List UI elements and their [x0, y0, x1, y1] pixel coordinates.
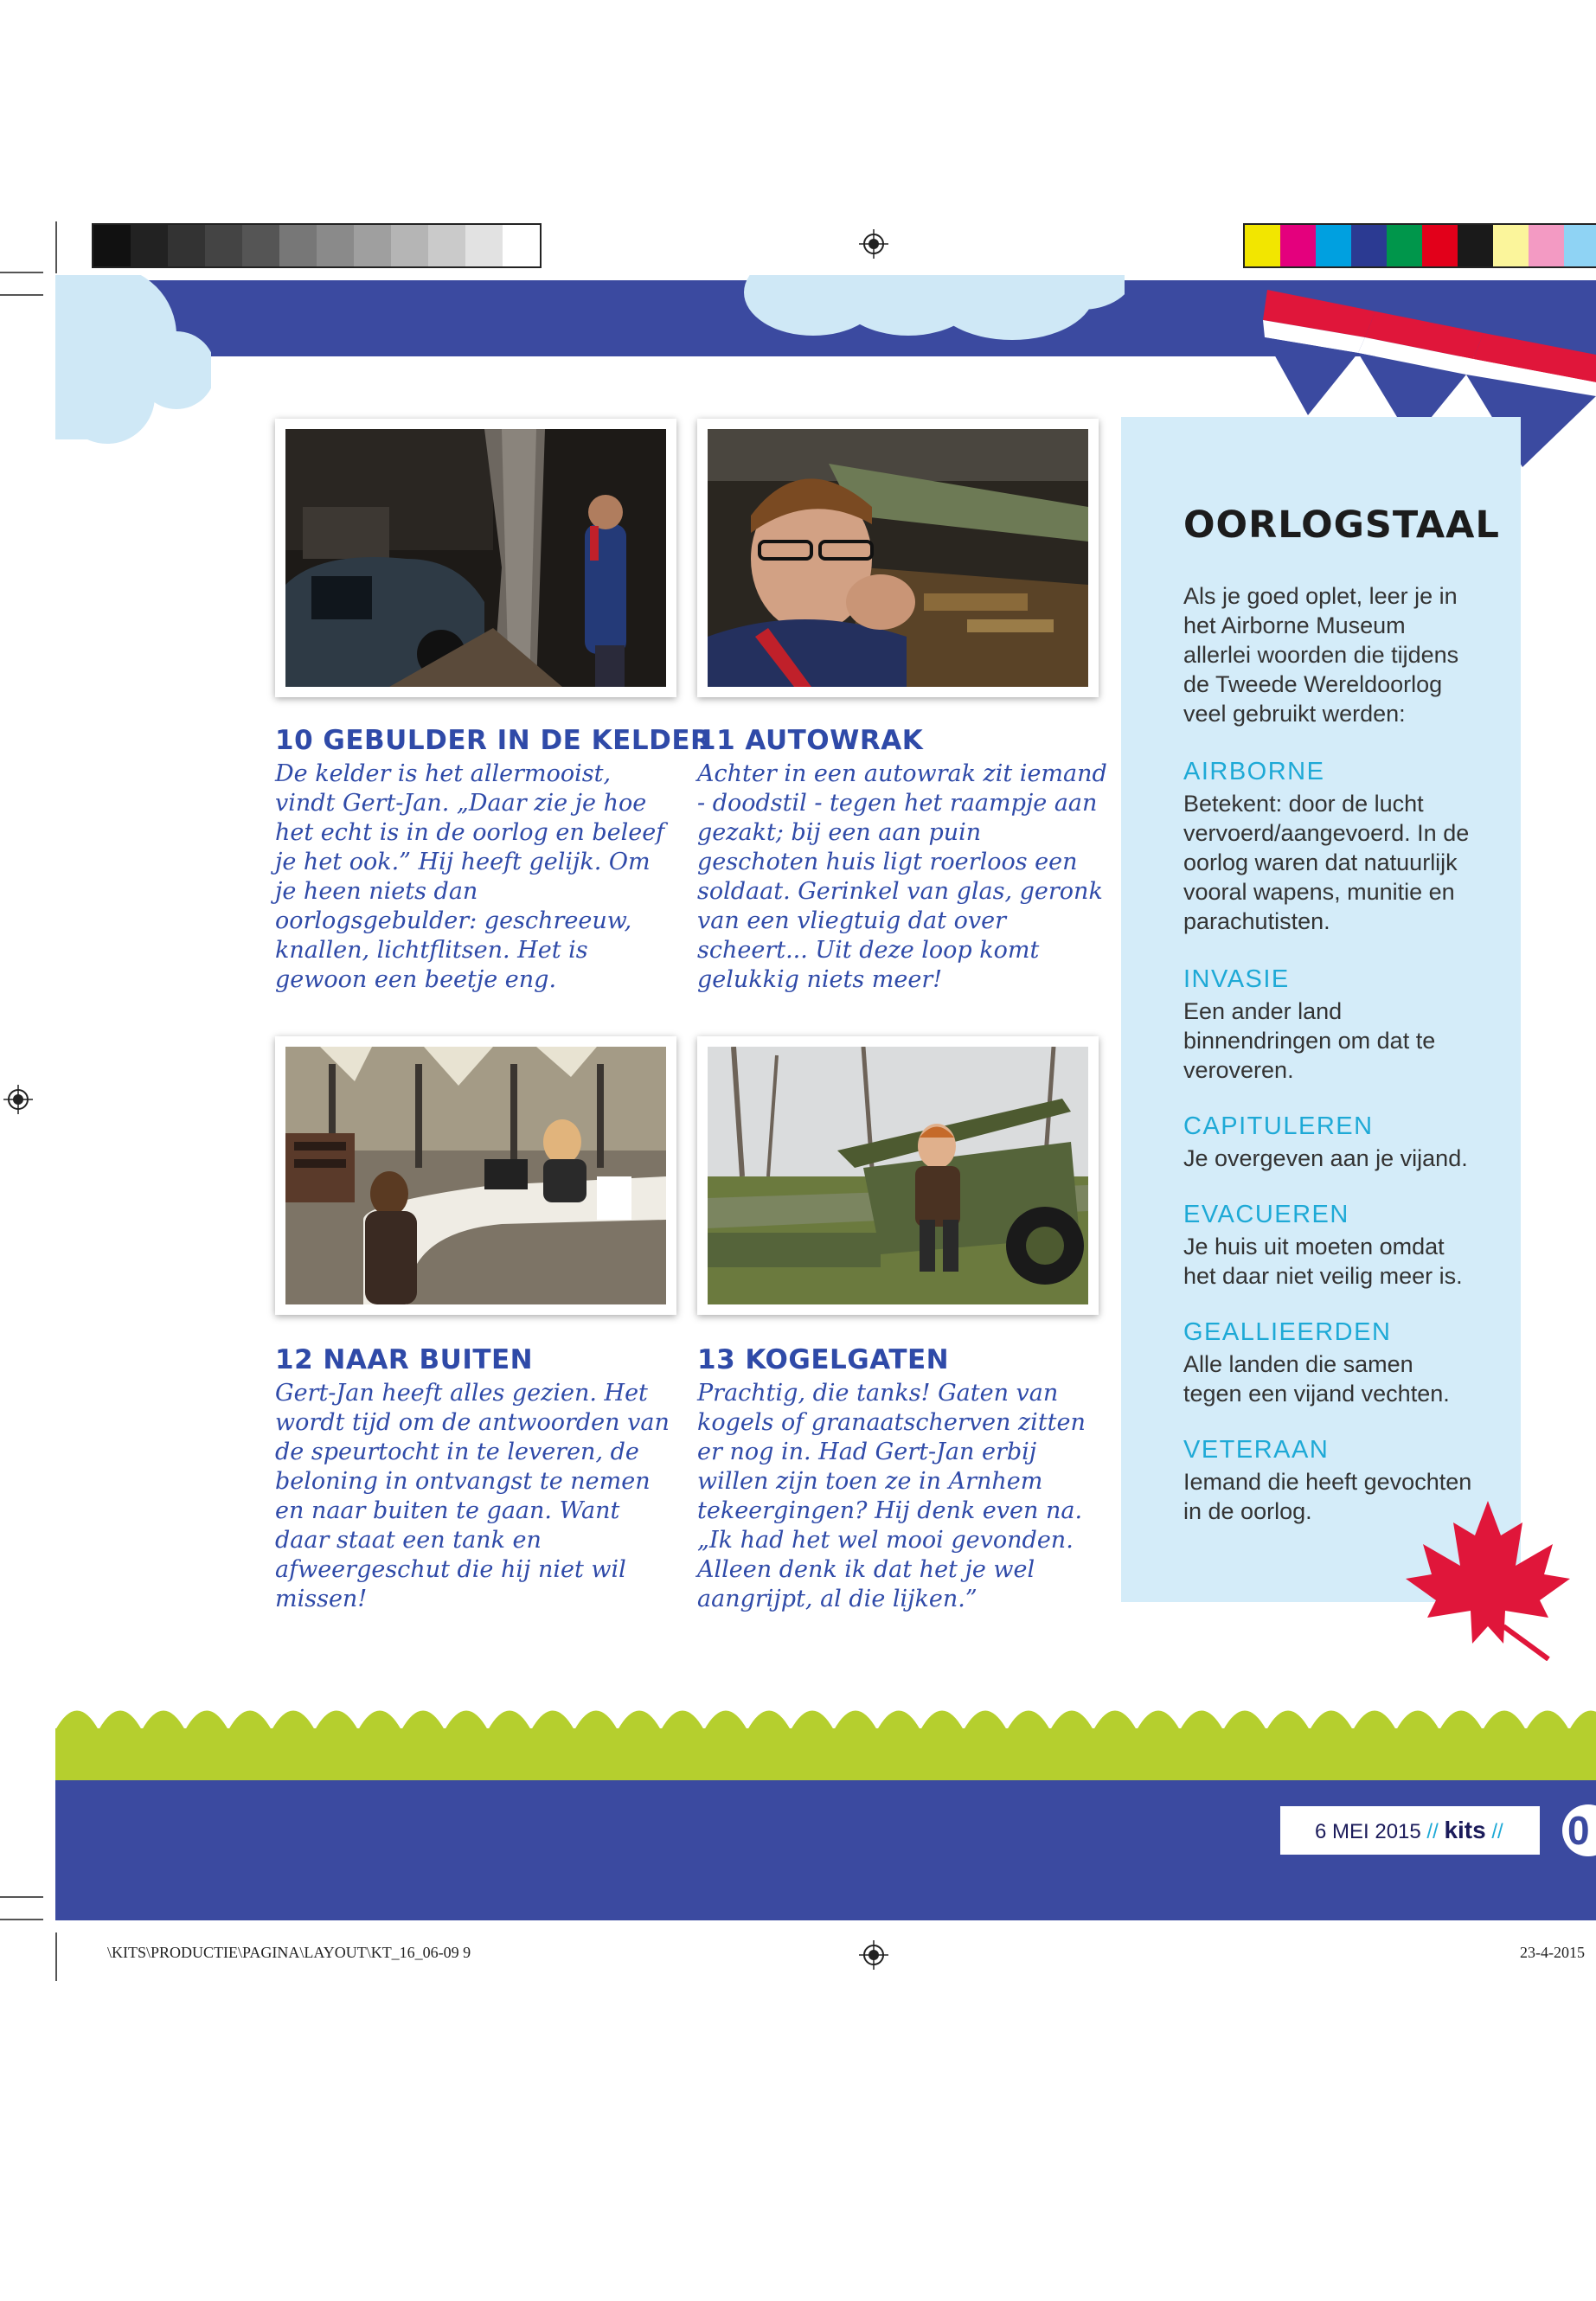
photo-museum-shop — [275, 1036, 676, 1315]
green-scalloped-band — [55, 1695, 1596, 1782]
crop-mark — [0, 1919, 43, 1920]
glossary-term: VETERAAN — [1183, 1436, 1330, 1464]
page-number: 0 — [1562, 1804, 1596, 1856]
glossary-definition: Je huis uit moeten omdat het daar niet veilig meer is. — [1183, 1234, 1463, 1289]
file-path: \KITS\PRODUCTIE\PAGINA\LAYOUT\KT_16_06-09 9 — [107, 1944, 471, 1961]
gray-swatch — [242, 225, 279, 266]
registration-mark-icon — [859, 1940, 888, 1970]
color-swatch — [1458, 225, 1493, 266]
color-swatch — [1564, 225, 1596, 266]
glossary-term: AIRBORNE — [1183, 758, 1325, 785]
caption-body: Achter in een autowrak zit iemand - doodstil - tegen het raampje aan gezakt; bij een aan puin geschoten huis ligt roerloos een soldaat. Gerinkel van glas, geronk van een vliegtuig dat over scheert... Uit deze loop komt gelukkig niets meer! — [697, 760, 1107, 993]
gray-swatch — [391, 225, 428, 266]
glossary-definition: Iemand die heeft gevochten in de oorlog. — [1183, 1469, 1472, 1524]
maple-leaf-icon — [1401, 1497, 1574, 1661]
caption-body: De kelder is het allermooist, vindt Gert-Jan. „Daar zie je hoe het echt is in de oorlog en beleef je het ook.” Hij heeft gelijk. Om je heen niets dan oorlogsgebulder: geschreeuw, knallen, lichtflitsen. Het is gewoon een beetje eng. — [275, 760, 665, 993]
issue-date-label — [1315, 1817, 1503, 1844]
glossary-term: INVASIE — [1183, 965, 1290, 993]
crop-mark — [0, 294, 43, 296]
color-swatch — [1493, 225, 1529, 266]
crop-mark — [55, 221, 57, 273]
gray-swatch — [205, 225, 242, 266]
grayscale-calibration-bar — [92, 223, 542, 268]
gray-swatch — [93, 225, 131, 266]
color-swatch — [1316, 225, 1351, 266]
photo-cellar — [275, 419, 676, 697]
issue-date: 6 MEI 2015 — [1315, 1820, 1421, 1843]
color-calibration-bar — [1243, 223, 1596, 268]
caption-body: Prachtig, die tanks! Gaten van kogels of granaatscherven zitten er nog in. Had Gert-Jan erbij willen zijn toen ze in Arnhem tekeergingen? Hij denk even na. „Ik had het wel mooi gevonden. Alleen denk ik dat het je wel aangrijpt, al die lijken.” — [697, 1380, 1086, 1612]
gray-swatch — [465, 225, 503, 266]
print-date: 23-4-2015 — [1520, 1944, 1585, 1961]
color-swatch — [1422, 225, 1458, 266]
glossary-definition: Alle landen die samen tegen een vijand vechten. — [1183, 1351, 1450, 1407]
photo-anti-aircraft-gun — [697, 1036, 1099, 1315]
color-swatch — [1280, 225, 1316, 266]
gray-swatch — [168, 225, 205, 266]
separator: // — [1491, 1820, 1503, 1843]
glossary-term: GEALLIEERDEN — [1183, 1318, 1392, 1346]
gray-swatch — [354, 225, 391, 266]
caption-title: 12 NAAR BUITEN — [275, 1344, 534, 1375]
glossary-title: OORLOGSTAAL — [1183, 503, 1500, 547]
glossary-term: CAPITULEREN — [1183, 1112, 1374, 1140]
glossary-definition: Een ander land binnendringen om dat te veroveren. — [1183, 998, 1436, 1083]
separator: // — [1426, 1820, 1439, 1843]
glossary-term: EVACUEREN — [1183, 1201, 1349, 1228]
crop-mark — [55, 1932, 57, 1981]
glossary-intro: Als je goed oplet, leer je in het Airborne Museum allerlei woorden die tijdens de Tweede Wereldoorlog veel gebruikt werden: — [1183, 583, 1459, 727]
magazine-brand: kits — [1444, 1817, 1486, 1843]
color-swatch — [1245, 225, 1280, 266]
crop-mark — [0, 272, 43, 273]
gray-swatch — [279, 225, 317, 266]
color-swatch — [1351, 225, 1387, 266]
glossary-definition: Je overgeven aan je vijand. — [1183, 1145, 1468, 1171]
registration-mark-icon — [3, 1085, 33, 1114]
color-swatch — [1387, 225, 1422, 266]
caption-title: 13 KOGELGATEN — [697, 1344, 950, 1375]
caption-title: 10 GEBULDER IN DE KELDER — [275, 725, 712, 756]
registration-mark-icon — [859, 229, 888, 259]
cloud-left-decoration — [55, 275, 211, 448]
photo-car-wreck — [697, 419, 1099, 697]
gray-swatch — [131, 225, 168, 266]
glossary-definition: Betekent: door de lucht vervoerd/aangevoerd. In de oorlog waren dat natuurlijk vooral wapens, munitie en parachutisten. — [1183, 791, 1470, 934]
gray-swatch — [317, 225, 354, 266]
cloud-center-decoration — [744, 275, 1125, 344]
caption-body: Gert-Jan heeft alles gezien. Het wordt tijd om de antwoorden van de speurtocht in te leveren, de beloning in ontvangst te nemen en naar buiten te gaan. Want daar staat een tank en afweergeschut die hij niet wil missen! — [275, 1380, 670, 1612]
caption-title: 11 AUTOWRAK — [697, 725, 924, 756]
color-swatch — [1529, 225, 1564, 266]
gray-swatch — [503, 225, 540, 266]
gray-swatch — [428, 225, 465, 266]
crop-mark — [0, 1896, 43, 1898]
